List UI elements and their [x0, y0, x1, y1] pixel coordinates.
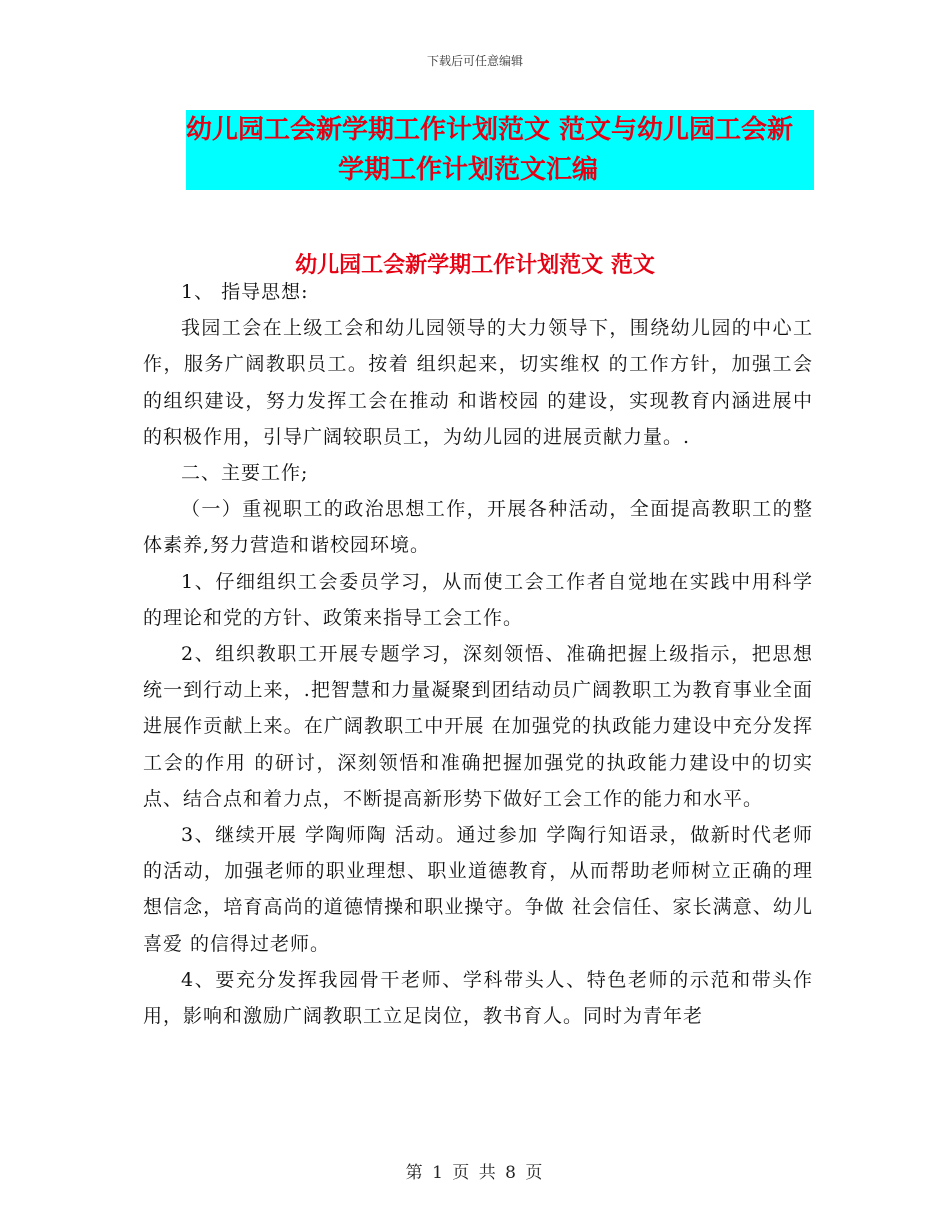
- paragraph: 二、主要工作;: [181, 462, 309, 485]
- paragraph: 4、要充分发挥我园骨干老师、学科带头人、特色老师的示范和带头作用，影响和激励广阔教职工立足岗位，教书育人。同时为青年老: [143, 968, 813, 1028]
- document-title: [186, 110, 814, 190]
- paragraph: 3、继续开展 学陶师陶 活动。通过参加 学陶行知语录，做新时代老师 的活动，加强老师的职业理想、职业道德教育，从而帮助老师树立正确的理想信念，培育高尚的道德情操和职业操守。争做 社会信任、家长满意、幼儿喜爱 的信得过老师。: [143, 824, 813, 955]
- paragraph: 1、 指导思想:: [181, 281, 309, 303]
- paragraph: 2、组织教职工开展专题学习，深刻领悟、准确把握上级指示，把思想统一到行动上来，.把智慧和力量凝聚到团结动员广阔教职工为教育事业全面进展作贡献上来。在广阔教职工中开展 在加强党的执政能力建设中充分发挥工会的作用 的研讨，深刻领悟和准确把握加强党的执政能力建设中的切实点、结合点和着力点，不断提高新形势下做好工会工作的能力和水平。: [143, 643, 813, 810]
- document-title-line-1: 幼儿园工会新学期工作计划范文 范文与幼儿园工会新: [186, 110, 814, 150]
- paragraph: 1、仔细组织工会委员学习，从而使工会工作者自觉地在实践中用科学的理论和党的方针、政策来指导工会工作。: [143, 570, 813, 629]
- paragraph: 我园工会在上级工会和幼儿园领导的大力领导下，围绕幼儿园的中心工作，服务广阔教职员工。按着 组织起来，切实维权 的工作方针，加强工会的组织建设，努力发挥工会在推动 和谐校园 的建设，实现教育内涵进展中的积极作用，引导广阔较职员工，为幼儿园的进展贡献力量。.: [143, 317, 813, 448]
- document-title-line-2: 学期工作计划范文汇编: [186, 150, 814, 190]
- document-body: [143, 274, 813, 1034]
- paragraph: （一）重视职工的政治思想工作，开展各种活动，全面提高教职工的整体素养,努力营造和谐校园环境。: [143, 498, 813, 557]
- section-title: 幼儿园工会新学期工作计划范文 范文: [295, 253, 655, 278]
- page-footer: 第 1 页 共 8 页: [405, 1163, 545, 1183]
- header-note: 下载后可任意编辑: [426, 54, 523, 68]
